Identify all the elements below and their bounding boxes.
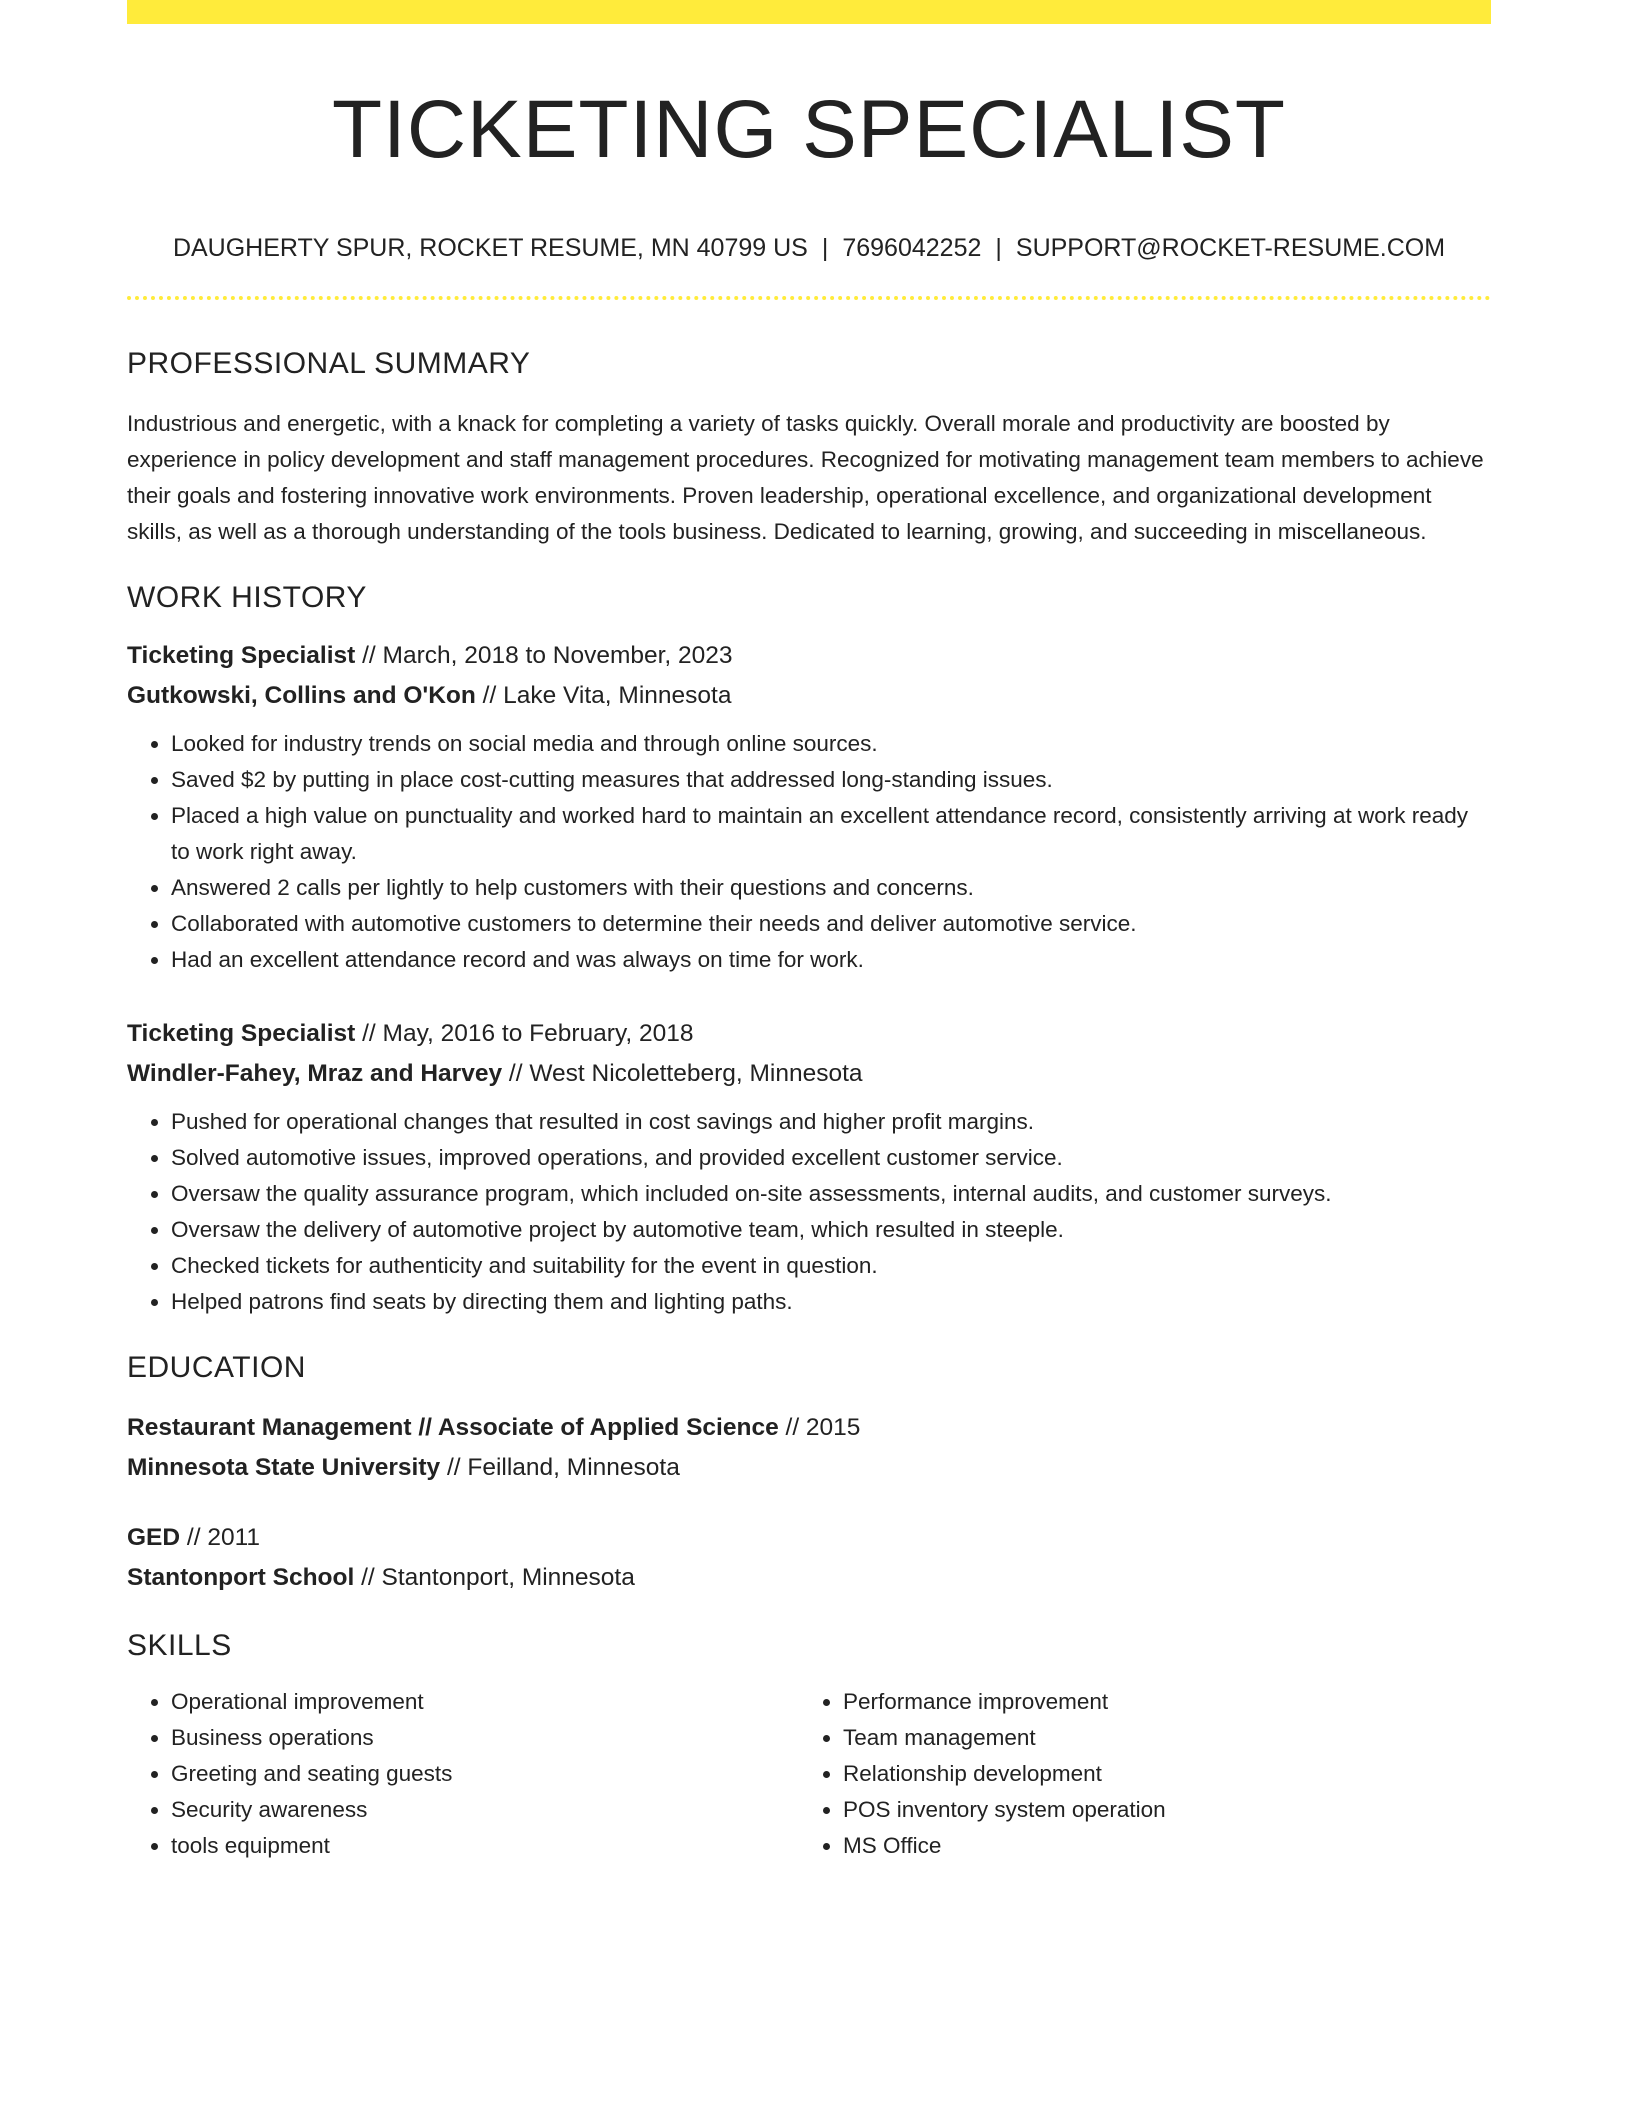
list-item: • Placed a high value on punctuality and worked hard to maintain an excellent attendance record, consistently arriving at work ready to work right away. [171, 798, 1491, 870]
job-title-line [127, 1014, 1491, 1054]
list-item: • Looked for industry trends on social media and through online sources. [171, 726, 1491, 762]
skills-column-left [127, 1684, 799, 1864]
dotted-divider [127, 296, 1491, 300]
contact-email: SUPPORT@ROCKET-RESUME.COM [1015, 234, 1446, 262]
job-location: // West Nicoletteberg, Minnesota [502, 1060, 863, 1087]
education-location: // Stantonport, Minnesota [354, 1564, 635, 1591]
education-school-line [127, 1558, 1491, 1598]
section-title-work-history: WORK HISTORY [127, 581, 367, 614]
education-degree: GED [127, 1524, 181, 1551]
list-item: • Pushed for operational changes that resulted in cost savings and higher profit margins. [171, 1104, 1491, 1140]
job-dates: // March, 2018 to November, 2023 [355, 642, 733, 669]
contact-address: DAUGHERTY SPUR, ROCKET RESUME, MN 40799 US [172, 234, 808, 262]
job-role: Ticketing Specialist [127, 642, 356, 669]
list-item: • tools equipment [171, 1828, 799, 1864]
resume-title: TICKETING SPECIALIST [331, 84, 1287, 175]
education-location: // Feilland, Minnesota [440, 1454, 680, 1481]
list-item: • Performance improvement [843, 1684, 1463, 1720]
job-company-line [127, 676, 1491, 716]
list-item: • Had an excellent attendance record and was always on time for work. [171, 942, 1491, 978]
job-bullets [127, 1104, 1491, 1320]
list-item: • Saved $2 by putting in place cost-cutting measures that addressed long-standing issues. [171, 762, 1491, 798]
list-item: • Relationship development [843, 1756, 1463, 1792]
job-company-line [127, 1054, 1491, 1094]
contact-phone: 7696042252 [842, 234, 982, 262]
contact-line [127, 232, 1491, 264]
education-degree: Restaurant Management // Associate of Applied Science [127, 1414, 779, 1441]
list-item: • POS inventory system operation [843, 1792, 1463, 1828]
list-item: • Team management [843, 1720, 1463, 1756]
job-dates: // May, 2016 to February, 2018 [355, 1020, 694, 1047]
accent-bar [127, 0, 1491, 24]
section-title-summary: PROFESSIONAL SUMMARY [127, 347, 531, 380]
list-item: • Security awareness [171, 1792, 799, 1828]
education-year: // 2011 [180, 1524, 261, 1551]
education-school: Stantonport School [127, 1564, 355, 1591]
job-company: Gutkowski, Collins and O'Kon [127, 682, 476, 709]
skills-column-right [799, 1684, 1463, 1864]
list-item: • Solved automotive issues, improved operations, and provided excellent customer service. [171, 1140, 1491, 1176]
list-item: • Oversaw the delivery of automotive project by automotive team, which resulted in steeple. [171, 1212, 1491, 1248]
summary-text: Industrious and energetic, with a knack for completing a variety of tasks quickly. Overall morale and productivity are boosted by experience in policy development and staff management procedures. Recognized for motivating management team members to achieve their goals and fostering innovative work environments. Proven leadership, operational excellence, and organizational development skills, as well as a thorough understanding of the tools business. Dedicated to learning, growing, and succeeding in miscellaneous. [127, 411, 1484, 544]
section-title-education: EDUCATION [127, 1351, 306, 1384]
contact-separator: | [821, 234, 829, 262]
resume-page [127, 0, 1491, 1864]
list-item: • Answered 2 calls per lightly to help customers with their questions and concerns. [171, 870, 1491, 906]
list-item: • Greeting and seating guests [171, 1756, 799, 1792]
list-item: • Business operations [171, 1720, 799, 1756]
job-location: // Lake Vita, Minnesota [475, 682, 732, 709]
contact-separator: | [995, 234, 1002, 262]
section-title-skills: SKILLS [127, 1629, 232, 1662]
job-entry [127, 1014, 1491, 1320]
list-item: • Helped patrons find seats by directing them and lighting paths. [171, 1284, 1491, 1320]
education-year: // 2015 [778, 1414, 861, 1441]
job-title-line [127, 636, 1491, 676]
list-item: • MS Office [843, 1828, 1463, 1864]
list-item: • Operational improvement [171, 1684, 799, 1720]
list-item: • Oversaw the quality assurance program, which included on-site assessments, internal audits, and customer surveys. [171, 1176, 1491, 1212]
job-entry [127, 636, 1491, 978]
education-school-line [127, 1448, 1491, 1488]
education-degree-line [127, 1408, 1491, 1448]
education-degree-line [127, 1518, 1491, 1558]
list-item: • Collaborated with automotive customers to determine their needs and deliver automotive service. [171, 906, 1491, 942]
list-item: • Checked tickets for authenticity and suitability for the event in question. [171, 1248, 1491, 1284]
education-entry [127, 1518, 1491, 1598]
job-bullets [127, 726, 1491, 978]
job-role: Ticketing Specialist [127, 1020, 356, 1047]
job-company: Windler-Fahey, Mraz and Harvey [127, 1060, 503, 1087]
skills-list [127, 1684, 1491, 1864]
education-school: Minnesota State University [127, 1454, 441, 1481]
education-entry [127, 1408, 1491, 1488]
